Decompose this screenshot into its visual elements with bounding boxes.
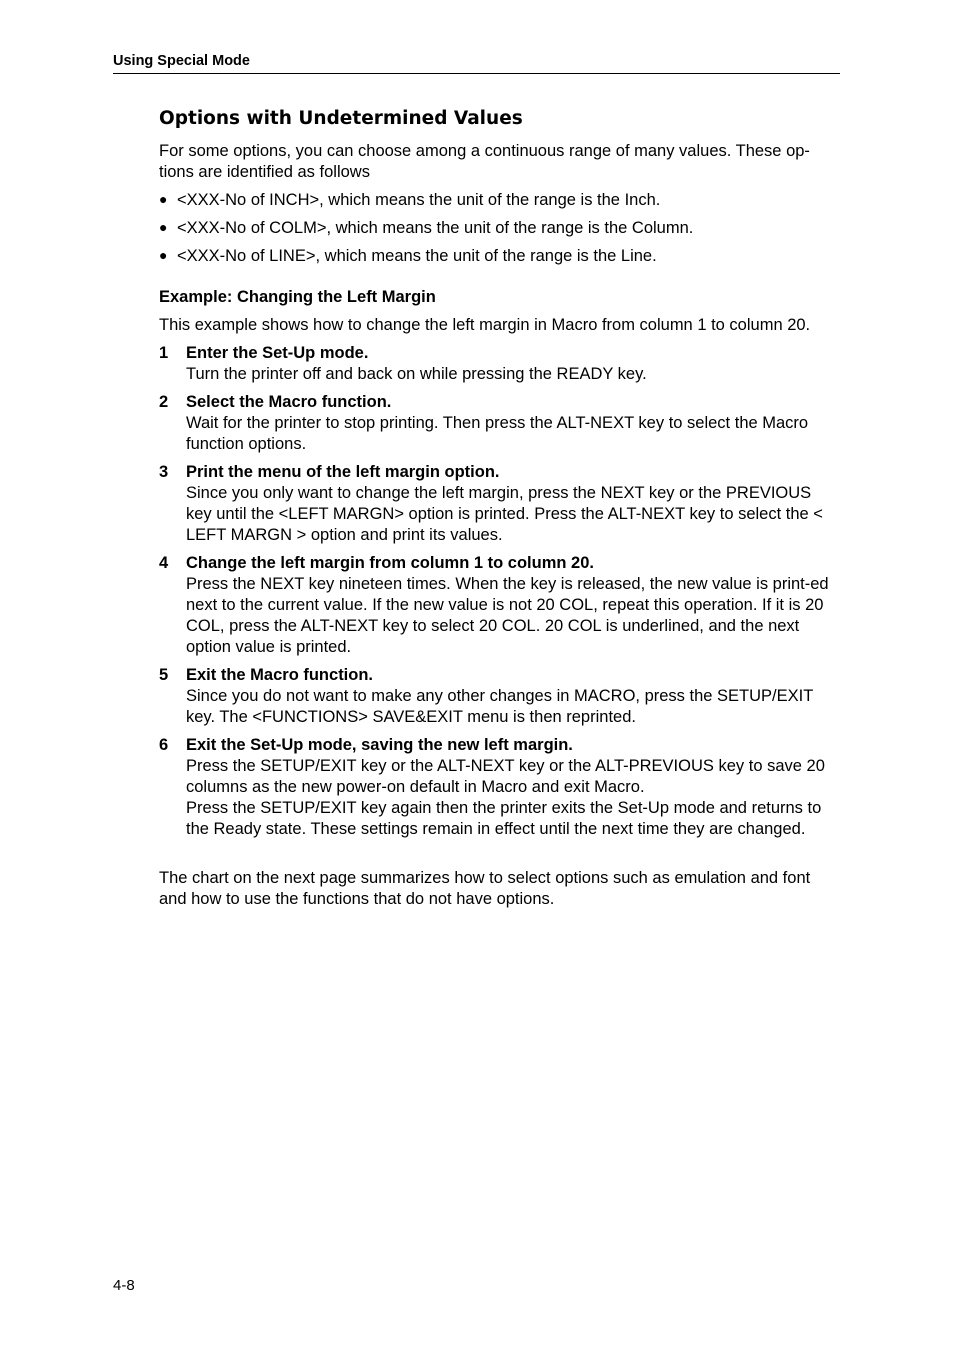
step-body: Since you do not want to make any other changes in MACRO, press the SETUP/EXIT key. The <FUNCTIONS> SAVE&EXIT menu is then reprinted. <box>186 687 813 726</box>
step-title: Print the menu of the left margin option. <box>186 463 500 481</box>
list-item <box>159 218 841 239</box>
step-body: Wait for the printer to stop printing. Then press the ALT-NEXT key to select the Macro function options. <box>186 414 809 453</box>
step-number: 1 <box>159 344 169 362</box>
step-number: 5 <box>159 666 169 684</box>
page-number: 4-8 <box>113 1277 135 1294</box>
section-intro: For some options, you can choose among a continuous range of many values. These op-tions are identified as follows <box>159 142 810 181</box>
step-number: 6 <box>159 736 169 754</box>
list-item-text: <XXX-No of COLM>, which means the unit of the range is the Column. <box>177 219 694 237</box>
step-item <box>159 553 841 658</box>
example-intro: This example shows how to change the left margin in Macro from column 1 to column 20. <box>159 316 811 334</box>
step-number: 2 <box>159 393 169 411</box>
step-title: Exit the Set-Up mode, saving the new left margin. <box>186 736 573 754</box>
example-title: Example: Changing the Left Margin <box>159 288 436 306</box>
step-title: Exit the Macro function. <box>186 666 374 684</box>
step-body: Since you only want to change the left margin, press the NEXT key or the PREVIOUS key until the <LEFT MARGN> option is printed. Press the ALT-NEXT key to select the < LEFT MARGN > option and print its values. <box>186 484 823 544</box>
list-item-text: <XXX-No of INCH>, which means the unit of the range is the Inch. <box>177 191 661 209</box>
step-list <box>159 343 841 840</box>
step-number: 4 <box>159 554 169 572</box>
section-title: Options with Undetermined Values <box>159 108 523 129</box>
step-body: Press the SETUP/EXIT key or the ALT-NEXT key or the ALT-PREVIOUS key to save 20 columns as the new power-on default in Macro and exit Macro. Press the SETUP/EXIT key again then the printer exits the Set-Up mode and returns to the Ready state. These settings remain in effect until the next time they are changed. <box>186 757 825 838</box>
list-item <box>159 246 841 267</box>
step-number: 3 <box>159 463 169 481</box>
step-item <box>159 735 841 840</box>
step-body: Turn the printer off and back on while pressing the READY key. <box>186 365 647 383</box>
bullet-icon: ● <box>159 247 168 263</box>
closing-paragraph: The chart on the next page summarizes how to select options such as emulation and font and how to use the functions that do not have options. <box>159 869 811 908</box>
step-title: Change the left margin from column 1 to column 20. <box>186 554 594 572</box>
list-item <box>159 190 841 211</box>
step-title: Select the Macro function. <box>186 393 392 411</box>
bullet-icon: ● <box>159 219 168 235</box>
step-body: Press the NEXT key nineteen times. When the key is released, the new value is print-ed next to the current value. If the new value is not 20 COL, repeat this operation. If it is 20 COL, press the ALT-NEXT key to select 20 COL. 20 COL is underlined, and the next option value is printed. <box>186 575 829 656</box>
step-title: Enter the Set-Up mode. <box>186 344 369 362</box>
option-unit-list <box>159 190 841 267</box>
step-item <box>159 665 841 728</box>
bullet-icon: ● <box>159 191 168 207</box>
step-item <box>159 343 841 385</box>
list-item-text: <XXX-No of LINE>, which means the unit of the range is the Line. <box>177 247 657 265</box>
step-item <box>159 392 841 455</box>
running-header: Using Special Mode <box>113 53 840 74</box>
page-content <box>159 106 841 917</box>
step-item <box>159 462 841 546</box>
